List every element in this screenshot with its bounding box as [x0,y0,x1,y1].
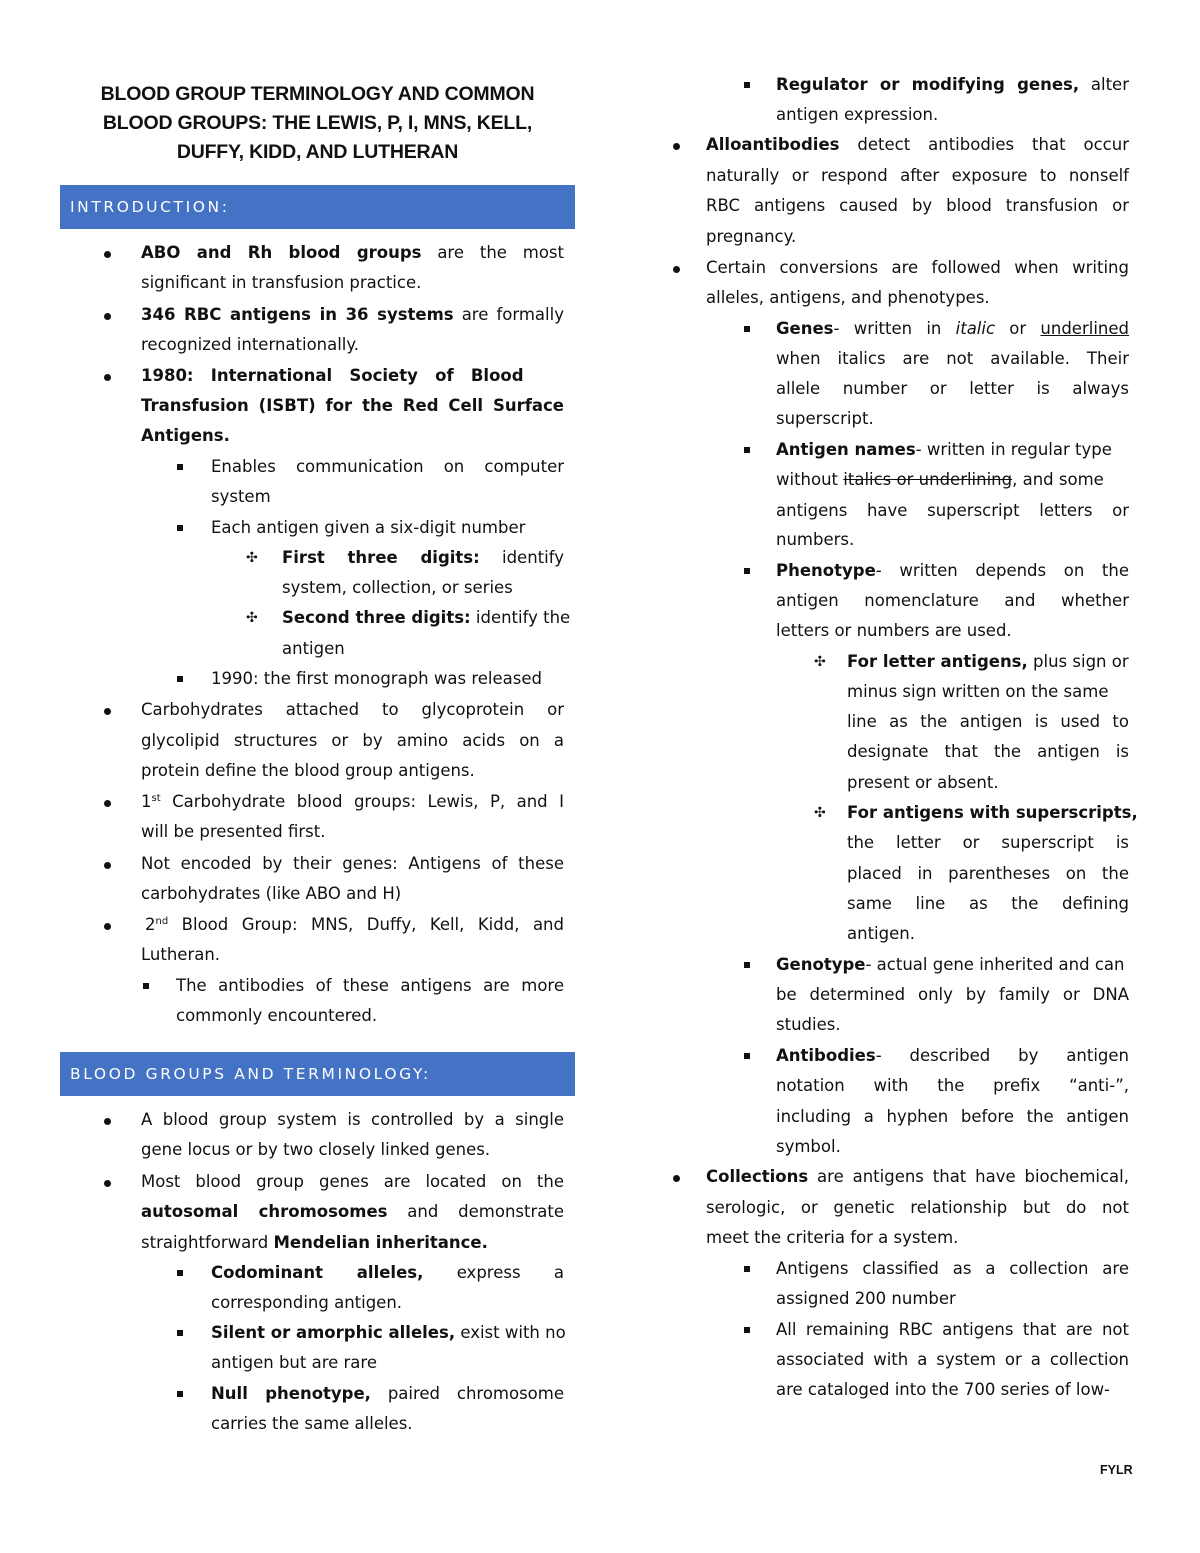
sub-item-classified-cont: assigned 200 number [776,1289,956,1308]
sub-item-antigen-names-cont3: numbers. [776,530,855,549]
bullet-dot [104,251,111,258]
sub-sub-item-first-digits: First three digits: identify [282,548,564,567]
bullet-dot [104,1118,111,1125]
bullet-dot [104,800,111,807]
sub-item-genotype-cont2: studies. [776,1015,841,1034]
sub-sub-item-letter-antigens-cont2: line as the antigen is used to [847,712,1129,731]
list-item-autosomal: Most blood group genes are located on the [141,1172,564,1191]
sub-sub-item-letter-antigens-cont: minus sign written on the same [847,682,1109,701]
bullet-square [177,464,183,470]
diamond-bullet-icon: ✣ [246,550,258,566]
list-item-alloantibodies-cont3: pregnancy. [706,227,797,246]
list-item-abo: ABO and Rh blood groups are the most [141,243,564,262]
sub-sub-item-letter-antigens-cont3: designate that the antigen is [847,742,1129,761]
sub-item-genes-cont: when italics are not available. Their [776,349,1129,368]
bullet-square [177,1330,183,1336]
sub-item-null-phenotype-cont: carries the same alleles. [211,1414,413,1433]
sub-sub-item-superscripts-cont2: placed in parentheses on the [847,864,1129,883]
sub-item-silent-cont: antigen but are rare [211,1353,377,1372]
list-item-carbohydrates: Carbohydrates attached to glycoprotein or [141,700,564,719]
sub-sub-item-letter-antigens: For letter antigens, plus sign or [847,652,1129,671]
bullet-square [177,525,183,531]
list-item-collections: Collections are antigens that have biochemical, [706,1167,1129,1186]
bullet-square [744,82,750,88]
sub-item-codominant: Codominant alleles, express a [211,1263,564,1282]
bullet-square [744,326,750,332]
sub-item-regulator-cont: antigen expression. [776,105,939,124]
list-item-autosomal-cont2: straightforward Mendelian inheritance. [141,1233,488,1252]
sub-item-phenotype-cont: antigen nomenclature and whether [776,591,1129,610]
sub-item-silent: Silent or amorphic alleles, exist with no [211,1323,566,1342]
list-item-second-groups: 2nd Blood Group: MNS, Duffy, Kell, Kidd, and [145,915,564,934]
sub-sub-item-first-digits-cont: system, collection, or series [282,578,513,597]
bullet-dot [673,266,680,273]
list-item-conversions: Certain conversions are followed when writing [706,258,1129,277]
section-header-terminology: BLOOD GROUPS AND TERMINOLOGY: [60,1052,575,1096]
sub-item-genes-cont2: allele number or letter is always [776,379,1129,398]
sub-item-enables-cont: system [211,487,271,506]
list-item-first-groups: 1st Carbohydrate blood groups: Lewis, P, and I [141,792,564,811]
sub-item-antigen-names-cont: without italics or underlining, and some [776,470,1104,489]
sub-item-antibodies: Antibodies- described by antigen [776,1046,1129,1065]
sub-sub-item-letter-antigens-cont4: present or absent. [847,773,999,792]
list-item-conversions-cont: alleles, antigens, and phenotypes. [706,288,990,307]
bullet-dot [673,1175,680,1182]
bullet-square [143,983,149,989]
title-line-2: BLOOD GROUPS: THE LEWIS, P, I, MNS, KELL, [102,112,533,134]
sub-item-antibodies-cont: notation with the prefix “anti-”, [776,1076,1129,1095]
list-item-isbt-cont: Transfusion (ISBT) for the Red Cell Surface [141,396,564,415]
sub-item-antigen-names: Antigen names- written in regular type [776,440,1112,459]
sub-sub-item-superscripts-cont: the letter or superscript is [847,833,1129,852]
sub-item-genes: Genes- written in italic or underlined [776,319,1129,338]
bullet-dot [104,923,111,930]
list-item-first-groups-cont: will be presented first. [141,822,326,841]
list-item-alloantibodies-cont2: RBC antigens caused by blood transfusion or [706,196,1129,215]
list-item-system-control: A blood group system is controlled by a single [141,1110,564,1129]
list-item-not-encoded-cont: carbohydrates (like ABO and H) [141,884,402,903]
page-title [60,80,575,167]
title-line-3: DUFFY, KIDD, AND LUTHERAN [176,141,459,163]
list-item-collections-cont: serologic, or genetic relationship but do not [706,1198,1129,1217]
sub-item-antibodies-cont2: including a hyphen before the antigen [776,1107,1129,1126]
sub-item-remaining-cont: associated with a system or a collection [776,1350,1129,1369]
bullet-dot [673,143,680,150]
bullet-dot [104,313,111,320]
sub-sub-item-second-digits: Second three digits: identify the [282,608,571,627]
sub-item-regulator: Regulator or modifying genes, alter [776,75,1129,94]
sub-item-enables: Enables communication on computer [211,457,564,476]
sub-item-antigen-names-cont2: antigens have superscript letters or [776,501,1129,520]
sub-item-antibodies-common-cont: commonly encountered. [176,1006,378,1025]
sub-item-antibodies-cont3: symbol. [776,1137,841,1156]
sub-item-phenotype: Phenotype- written depends on the [776,561,1129,580]
bullet-dot [104,374,111,381]
bullet-square [177,1391,183,1397]
bullet-square [744,1053,750,1059]
list-item-alloantibodies: Alloantibodies detect antibodies that occur [706,135,1129,154]
sub-item-antibodies-common: The antibodies of these antigens are more [176,976,564,995]
sub-item-remaining: All remaining RBC antigens that are not [776,1320,1129,1339]
sub-sub-item-superscripts: For antigens with superscripts, [847,803,1138,822]
bullet-dot [104,862,111,869]
bullet-square [744,568,750,574]
diamond-bullet-icon: ✣ [814,805,826,821]
bullet-square [177,676,183,682]
list-item-isbt-cont2: Antigens. [141,426,230,445]
sub-item-genotype-cont: be determined only by family or DNA [776,985,1129,1004]
sub-item-phenotype-cont2: letters or numbers are used. [776,621,1012,640]
bullet-dot [104,1180,111,1187]
bullet-square [744,1266,750,1272]
bullet-dot [104,708,111,715]
list-item-carbohydrates-cont: glycolipid structures or by amino acids on a [141,731,564,750]
bullet-square [744,447,750,453]
list-item-system-control-cont: gene locus or by two closely linked genes. [141,1140,491,1159]
sub-item-null-phenotype: Null phenotype, paired chromosome [211,1384,565,1403]
section-header-introduction: INTRODUCTION: [60,185,575,229]
list-item-abo-cont: significant in transfusion practice. [141,273,422,292]
list-item-autosomal-cont: autosomal chromosomes and demonstrate [141,1202,564,1221]
footer-initials: FYLR [1100,1463,1133,1477]
diamond-bullet-icon: ✣ [246,610,258,626]
bullet-square [177,1270,183,1276]
list-item-rbc-cont: recognized internationally. [141,335,360,354]
sub-item-monograph: 1990: the first monograph was released [211,669,542,688]
sub-item-six-digit: Each antigen given a six-digit number [211,518,526,537]
list-item-not-encoded: Not encoded by their genes: Antigens of these [141,854,564,873]
list-item-second-groups-cont: Lutheran. [141,945,221,964]
bullet-square [744,962,750,968]
sub-sub-item-second-digits-cont: antigen [282,639,345,658]
sub-item-remaining-cont2: are cataloged into the 700 series of low- [776,1380,1111,1399]
sub-item-genes-cont3: superscript. [776,409,874,428]
sub-item-codominant-cont: corresponding antigen. [211,1293,403,1312]
list-item-isbt: 1980: International Society of Blood [141,366,524,385]
sub-item-classified: Antigens classified as a collection are [776,1259,1129,1278]
list-item-alloantibodies-cont: naturally or respond after exposure to nonself [706,166,1129,185]
bullet-square [744,1327,750,1333]
diamond-bullet-icon: ✣ [814,654,826,670]
sub-sub-item-superscripts-cont3: same line as the defining [847,894,1129,913]
sub-item-genotype: Genotype- actual gene inherited and can [776,955,1125,974]
sub-sub-item-superscripts-cont4: antigen. [847,924,915,943]
list-item-carbohydrates-cont2: protein define the blood group antigens. [141,761,475,780]
list-item-rbc: 346 RBC antigens in 36 systems are formally [141,305,564,324]
list-item-collections-cont2: meet the criteria for a system. [706,1228,959,1247]
title-line-1: BLOOD GROUP TERMINOLOGY AND COMMON [100,83,535,105]
